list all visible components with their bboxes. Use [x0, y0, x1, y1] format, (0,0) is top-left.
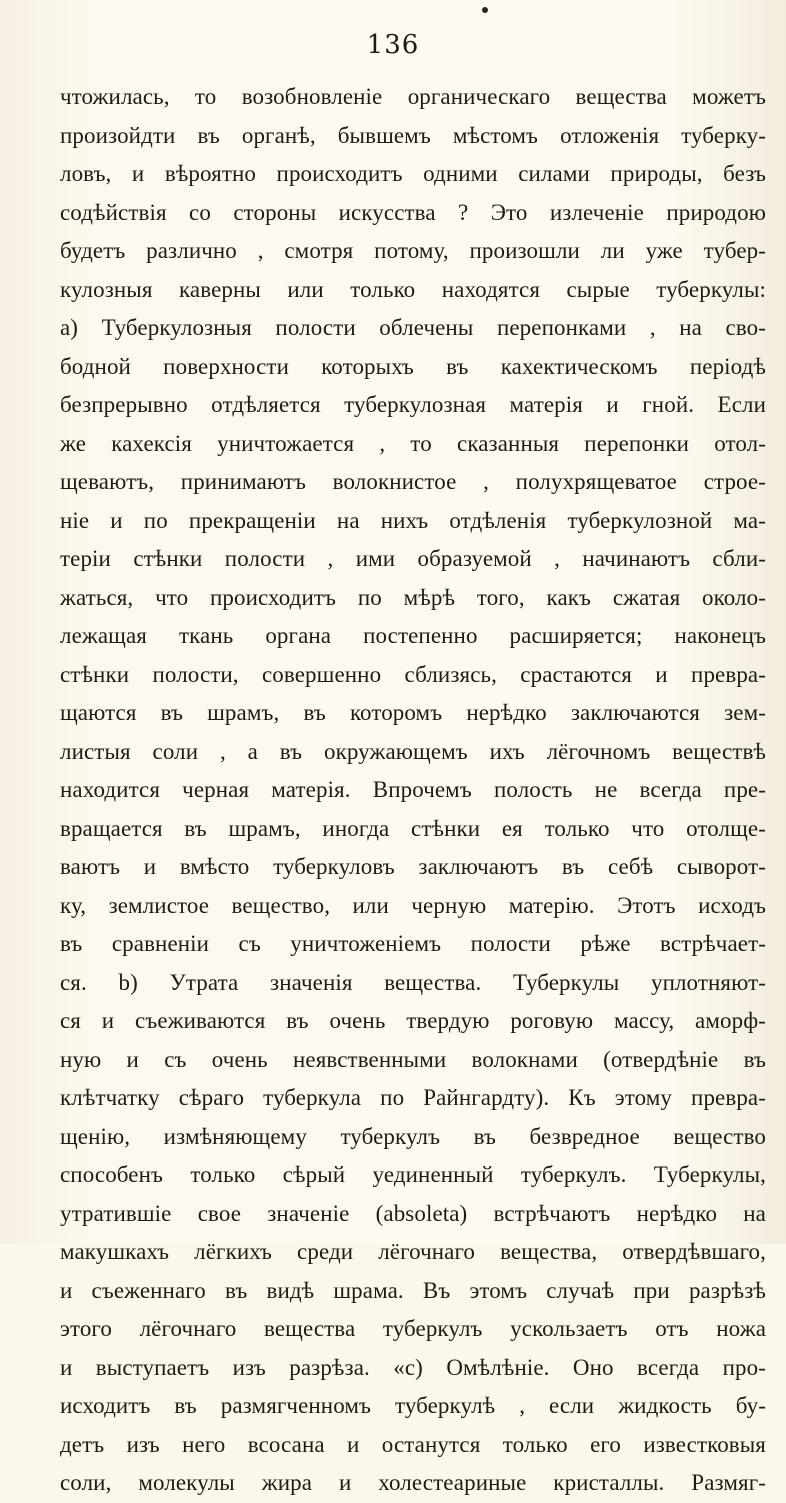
text-line: ся. b) Утрата значенія вещества. Туберкулы уплотняют-	[60, 969, 766, 995]
text-line: детъ изъ него всосана и останутся только его известковыя	[60, 1431, 766, 1457]
text-line: теріи стѣнки полости , ими образуемой , начинаютъ сбли-	[60, 546, 766, 571]
text-line: соли, молекулы жира и холестеариные кристаллы. Размяг-	[60, 1470, 766, 1495]
text-line: находится черная матерія. Впрочемъ полость не всегда пре-	[60, 777, 766, 802]
text-line: произойдти въ органѣ, бывшемъ мѣстомъ отложенія туберку-	[60, 122, 766, 148]
text-line: листыя соли , а въ окружающемъ ихъ лёгочномъ веществѣ	[60, 738, 766, 764]
text-line: и съеженнаго въ видѣ шрама. Въ этомъ случаѣ при разрѣзѣ	[60, 1277, 766, 1303]
text-line: ваютъ и вмѣсто туберкуловъ заключаютъ въ себѣ сыворот-	[60, 854, 766, 879]
text-line: утратившіе свое значеніе (absoleta) встрѣчаютъ нерѣдко на	[60, 1200, 766, 1226]
text-line: стѣнки полости, совершенно сблизясь, срастаются и превра-	[60, 661, 766, 687]
page-number: 136	[366, 30, 420, 60]
text-line: жаться, что происходитъ по мѣрѣ того, какъ сжатая около-	[60, 584, 766, 610]
text-line: ловъ, и вѣроятно происходитъ одними силами природы, безъ	[60, 161, 766, 186]
text-line: исходитъ въ размягченномъ туберкулѣ , если жидкость бу-	[60, 1393, 766, 1418]
text-line: а) Туберкулозныя полости облечены перепонками , на сво-	[60, 315, 766, 340]
text-line: клѣтчатку сѣраго туберкула по Райнгардту). Къ этому превра-	[60, 1085, 766, 1110]
text-line: чтожилась, то возобновленіе органическаго вещества можетъ	[60, 84, 766, 109]
text-line: ную и съ очень неявственными волокнами (отвердѣніе въ	[60, 1046, 766, 1072]
text-line: щаются въ шрамъ, въ которомъ нерѣдко заключаются зем-	[60, 700, 766, 725]
text-line: же кахексія уничтожается , то сказанныя перепонки отол-	[60, 430, 766, 456]
text-line: содѣйствія со стороны искусства ? Это излеченіе природою	[60, 199, 766, 225]
text-line: макушкахъ лёгкихъ среди лёгочнаго вещества, отвердѣвшаго,	[60, 1239, 766, 1264]
body-text	[60, 78, 766, 1503]
text-line: щеваютъ, принимаютъ волокнистое , полухрящеватое строе-	[60, 469, 766, 494]
text-line: этого лёгочнаго вещества туберкулъ ускользаетъ отъ ножа	[60, 1316, 766, 1341]
text-line: ніе и по прекращеніи на нихъ отдѣленія туберкулозной ма-	[60, 507, 766, 533]
text-line: ся и съеживаются въ очень твердую роговую массу, аморф-	[60, 1008, 766, 1033]
text-line: бодной поверхности которыхъ въ кахектическомъ періодѣ	[60, 353, 766, 379]
text-line: вращается въ шрамъ, иногда стѣнки ея только что отолще-	[60, 815, 766, 841]
text-line: будетъ различно , смотря потому, произошли ли уже тубер-	[60, 238, 766, 263]
text-line: щенію, измѣняющему туберкулъ въ безвредное вещество	[60, 1123, 766, 1149]
text-line: въ сравненіи съ уничтоженіемъ полости рѣже встрѣчает-	[60, 931, 766, 956]
text-line: и выступаетъ изъ разрѣза. «c) Омѣлѣніе. Оно всегда про-	[60, 1354, 766, 1380]
text-line: лежащая ткань органа постепенно расширяется; наконецъ	[60, 623, 766, 648]
text-line: способенъ только сѣрый уединенный туберкулъ. Туберкулы,	[60, 1162, 766, 1187]
text-line: кулозныя каверны или только находятся сырые туберкулы:	[60, 276, 766, 302]
ink-speck	[482, 7, 488, 13]
text-line: ку, землистое вещество, или черную матерію. Этотъ исходъ	[60, 892, 766, 918]
text-line: безпрерывно отдѣляется туберкулозная матерія и гной. Если	[60, 392, 766, 417]
